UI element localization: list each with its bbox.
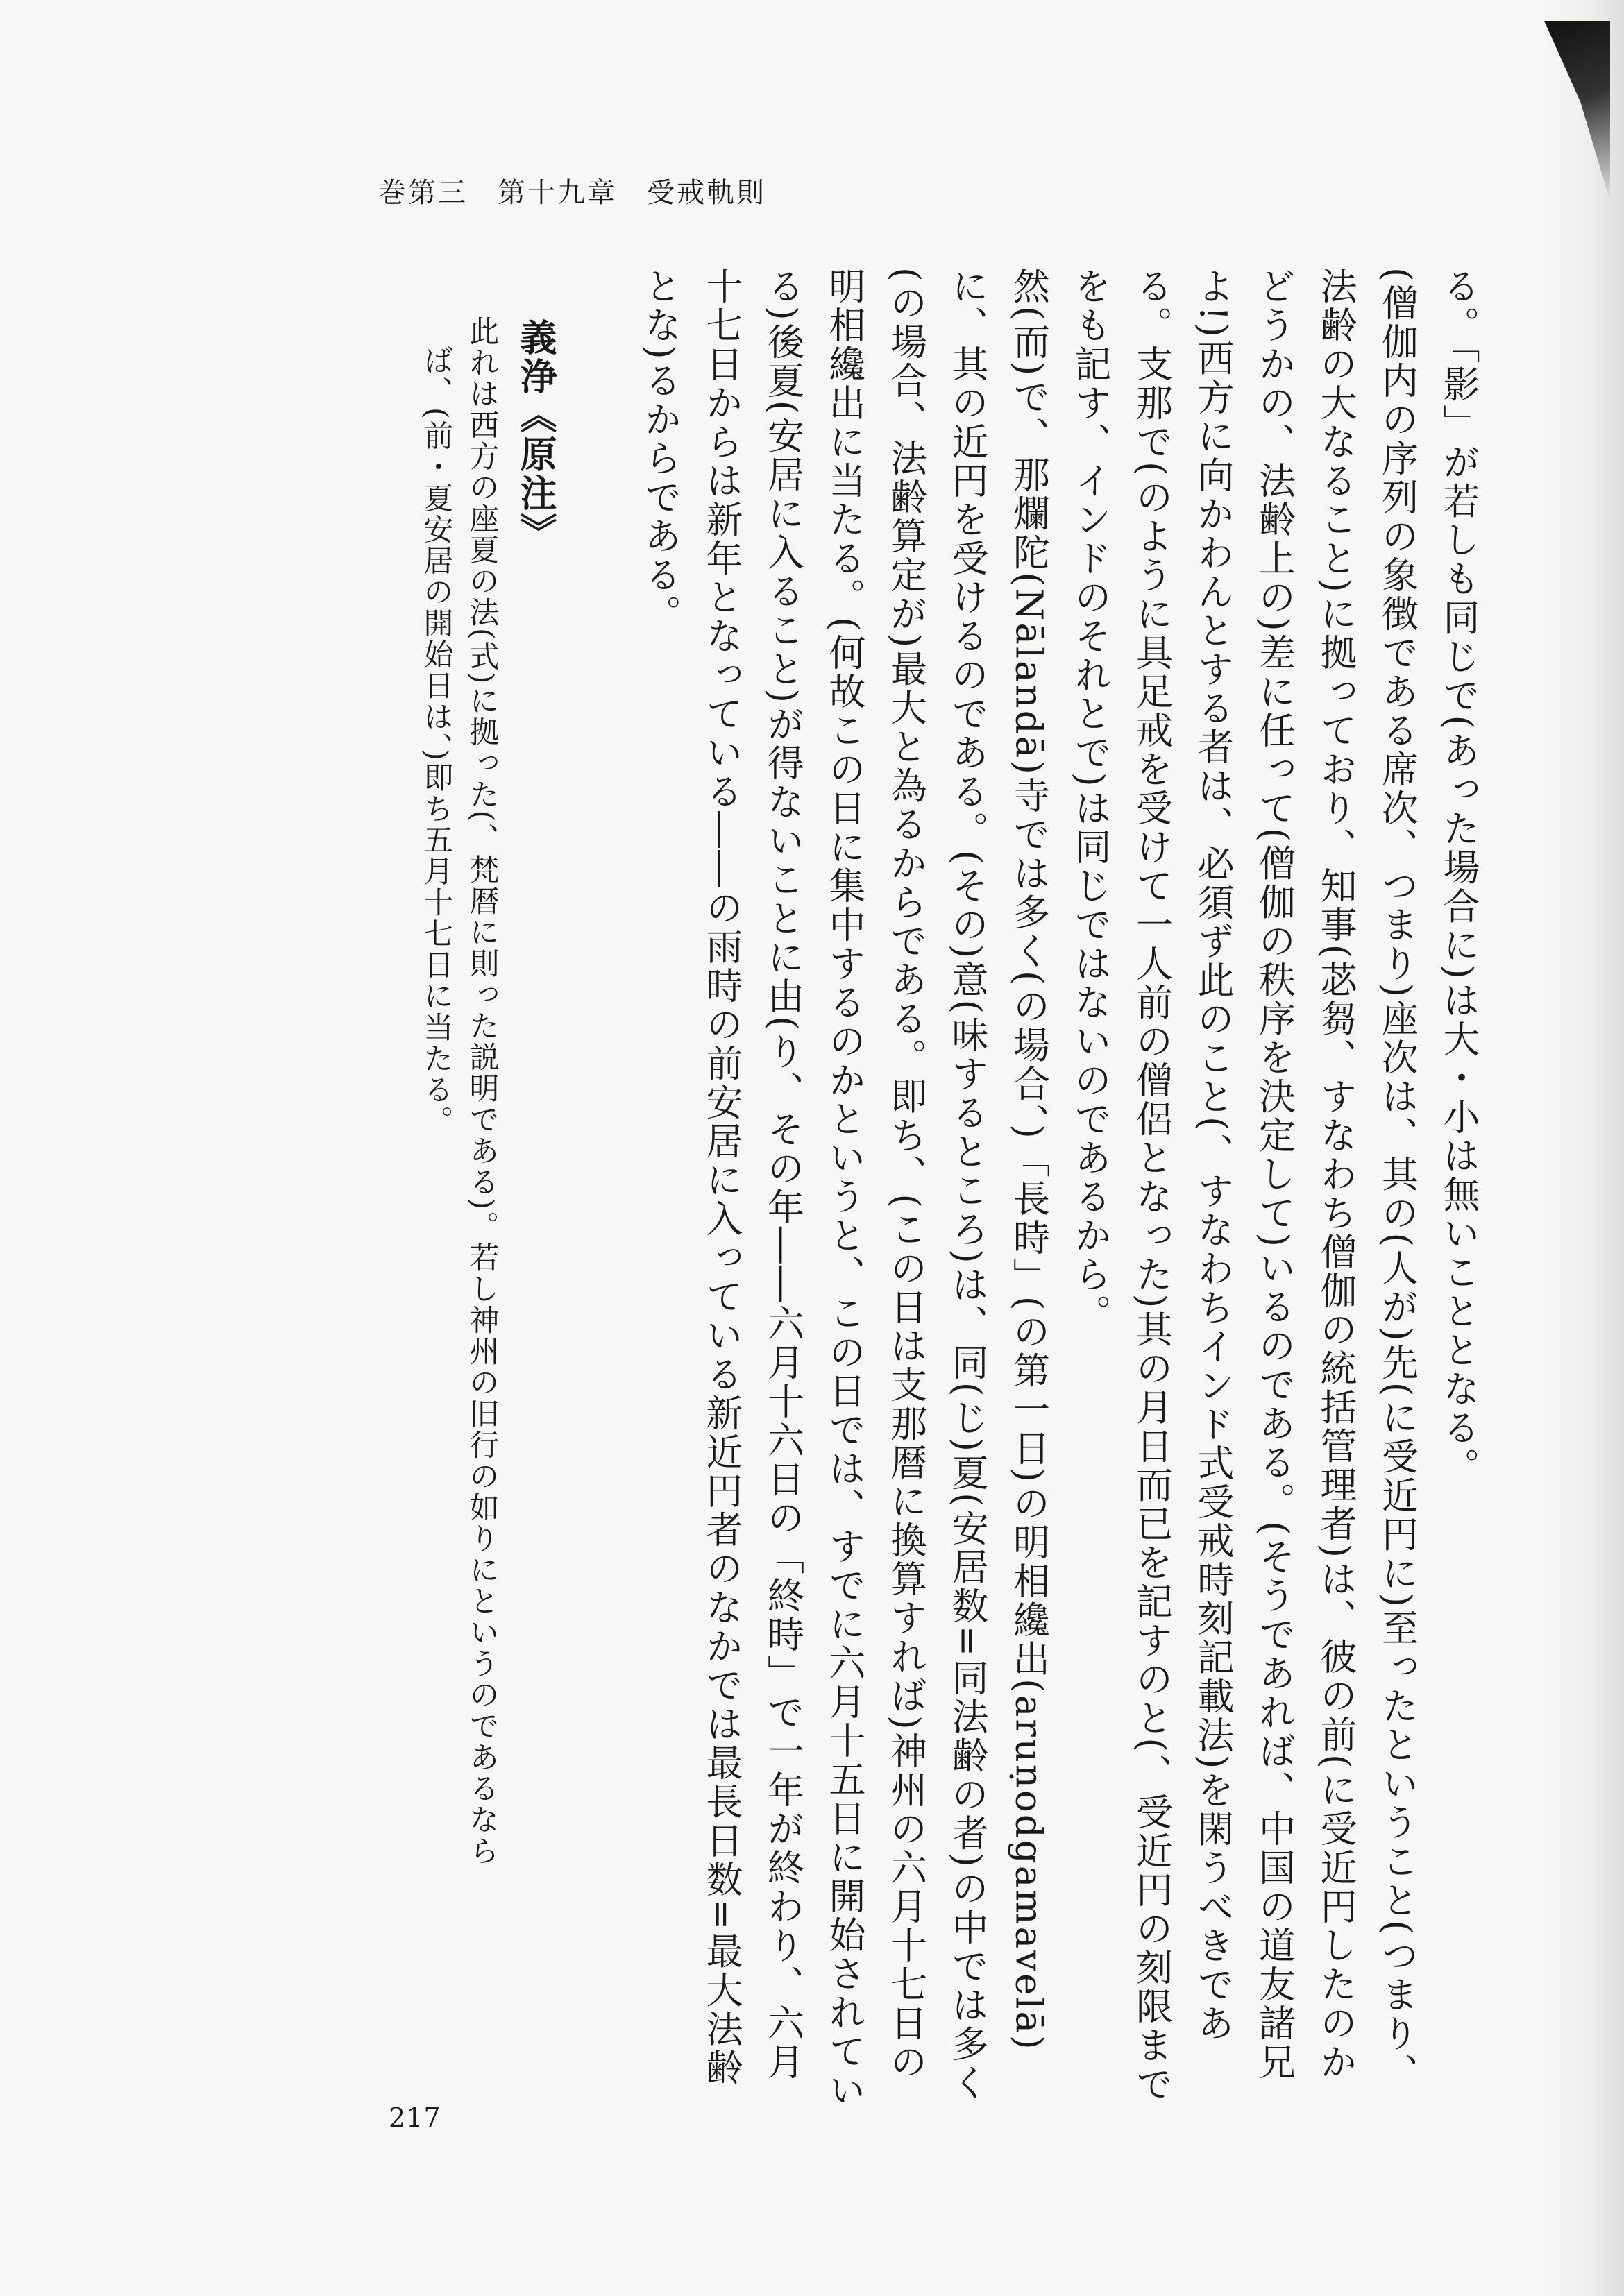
page-number: 217 bbox=[389, 2102, 441, 2133]
paragraph-1: る。「影」が若しも同じで(あった場合に)は大・小は無いこととなる。 bbox=[1437, 267, 1480, 1486]
running-header: 巻第三 第十九章 受戒軌則 bbox=[378, 177, 766, 209]
note-line-2: ば、(前・夏安居の開始日は、)即ち五月十七日に当たる。 bbox=[418, 345, 454, 1137]
note-line-1: 此れは西方の座夏の法(式)に拠った(、梵暦に則った説明である)。若し神州の旧行の如りにというのであるなら bbox=[464, 316, 500, 1867]
paragraph-3: 然(而)で、那爛陀(Nālandā)寺では多く(の場合、)「長時」(の第一日)の明相纔出(aruṇodgamavelā)に、其の近円を受けるのである。(その)意(味するところ)は、同(じ)夏(安居数=同法齢の者)の中では多く(の場合、法齢算定が)最大と為るからである。即ち、(この日は支那暦に換算すれば)神州の六月十七日の明相纔出に当たる。(何故この日に集中するのかというと、この日では、すでに六月十五日に開始されている)後夏(安居に入ること)が得ないことに由(り、その年――六月十六日の「終時」で一年が終わり、六月十七日からは新年となっている――の雨時の前安居に入っている新近円者のなかでは最長日数=最大法齢とな)るからである。 bbox=[638, 267, 1050, 2110]
page-edge-shadow bbox=[1541, 0, 1624, 2296]
paragraph-2: (僧伽内の序列の象徴である席次、つまり)座次は、其の(人が)先(に受近円に)至ったということ(つまり、法齢の大なること)に拠っており、知事(苾芻、すなわち僧伽の統括管理者)は、彼の前(に受近円したのかどうかの、法齢上の)差に任って(僧伽の秩序を決定して)いるのである。(そうであれば、中国の道友諸兄よ!)西方に向かわんとする者は、必須ず此のこと(、すなわちインド式受戒時刻記載法)を閑うべきである。支那で(のように具足戒を受けて一人前の僧侶となった)其の月日而已を記すのと(、受近円の刻限までをも記す、インドのそれとで)は同じではないのであるから。 bbox=[1069, 267, 1419, 2104]
note-title: 義浄《原注》 bbox=[514, 318, 557, 552]
section-gap bbox=[566, 267, 629, 2113]
main-text-column bbox=[414, 267, 1489, 2113]
